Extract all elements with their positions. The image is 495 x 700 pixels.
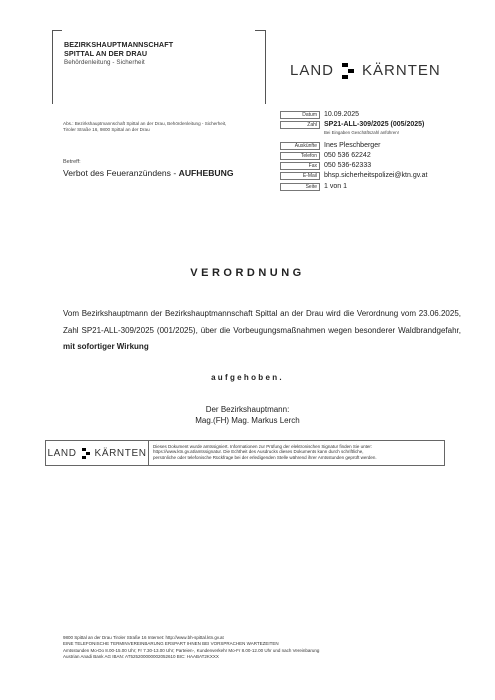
- meta-datum-row: [280, 110, 359, 119]
- meta-auskunft-value: Ines Pleschberger: [324, 142, 381, 149]
- address-window-right-border: [265, 30, 266, 104]
- meta-seite-label: Seite: [280, 183, 320, 191]
- meta-datum-label: Datum: [280, 111, 320, 119]
- logo-mark-icon: [342, 63, 354, 79]
- stamp-line-1: Dieses Dokument wurde amtssigniert. Informationen zur Prüfung der elektronischen Signatur finden Sie unter:: [153, 444, 373, 449]
- meta-fax-label: Fax: [280, 162, 320, 170]
- address-window-top-border-right: [255, 30, 265, 31]
- document-body: [63, 306, 461, 356]
- logo-right-text: KÄRNTEN: [362, 62, 441, 79]
- department: Behördenleitung - Sicherheit: [64, 59, 145, 66]
- subject-text: Verbot des Feueranzündens -: [63, 168, 179, 178]
- stamp-logo-mark-icon: [82, 448, 90, 459]
- meta-telefon-value: 050 536 62242: [324, 152, 371, 159]
- logo-left-text: LAND: [290, 62, 335, 79]
- meta-zahl-label: Zahl: [280, 121, 320, 129]
- aufgehoben-text: aufgehoben.: [211, 373, 284, 382]
- footer-line-3: Amtsstunden Mo-Do 8.00-15.00 Uhr; Fr 7.30-13.00 Uhr; Parteien-, Kundenverkehr Mo-Fr 8.00-12.00 Uhr und nach Vereinbarung: [63, 647, 320, 653]
- stamp-logo-left: LAND: [47, 447, 77, 459]
- sender-line: [63, 121, 273, 133]
- meta-fax-value: 050 536-62333: [324, 162, 372, 169]
- stamp-text: [149, 441, 444, 465]
- meta-seite-row: [280, 182, 347, 191]
- stamp-line-2: https://www.ktn.gv.at/amtssignatur. Die Echtheit des Ausdrucks dieses Dokuments kann durch schriftliche,: [153, 449, 364, 455]
- body-text: Vom Bezirkshauptmann der Bezirkshauptmannschaft Spittal an der Drau wird die Verordnung vom 23.06.2025, Zahl SP21-ALL-309/2025 (001/2025), über die Vorbeugungsmaßnahmen wegen besonderer Waldbrandgefahr,: [63, 309, 461, 335]
- meta-email-value[interactable]: bhsp.sicherheitspolizei@ktn.gv.at: [324, 172, 428, 179]
- signature-name: Mag.(FH) Mag. Markus Lerch: [195, 416, 300, 425]
- authority-line-2: SPITTAL AN DER DRAU: [64, 49, 148, 58]
- meta-zahl-note: Bei Eingaben Geschäftszahl anführen!: [324, 130, 399, 135]
- body-bold-text: mit sofortiger Wirkung: [63, 342, 149, 351]
- footer-line-4: Austrian Anadi Bank AG IBAN: AT525200000002052610 BIC: HAABAT2KXXX: [63, 654, 219, 660]
- authority-block: [64, 40, 173, 67]
- sender-line-1: Abs.: Bezirkshauptmannschaft Spittal an der Drau, Behördenleitung - Sicherheit,: [63, 121, 227, 126]
- meta-email-label: E-Mail: [280, 172, 320, 180]
- footer-line-1: 9800 Spittal an der Drau Tiroler Straße 16 Internet: http://www.bh-spittal.ktn.gv.at: [63, 635, 224, 640]
- authority-line-1: BEZIRKSHAUPTMANNSCHAFT: [64, 40, 174, 49]
- footer-line-2: EINE TELEFONISCHE TERMINVEREINBARUNG ERSPART IHNEN BEI VORSPRACHEN WARTEZEITEN: [63, 641, 279, 647]
- meta-zahl-value: SP21-ALL-309/2025 (005/2025): [324, 121, 425, 128]
- signature-title: Der Bezirkshauptmann:: [205, 405, 290, 414]
- address-window-top-border: [52, 30, 62, 31]
- subject-bold: AUFHEBUNG: [178, 168, 234, 178]
- meta-datum-value: 10.09.2025: [324, 111, 360, 118]
- meta-email-row: [280, 171, 427, 180]
- subject: [63, 168, 234, 178]
- sender-line-2: Tiroler Straße 16, 9800 Spittal an der Drau: [63, 127, 150, 132]
- meta-seite-value: 1 von 1: [324, 183, 347, 190]
- meta-auskunft-row: [280, 141, 380, 150]
- document-title: VERORDNUNG: [190, 267, 305, 279]
- meta-telefon-row: [280, 151, 371, 160]
- meta-auskunft-label: Auskünfte: [280, 142, 320, 150]
- stamp-logo-right: KÄRNTEN: [94, 447, 147, 459]
- meta-zahl-row: [280, 120, 424, 129]
- subject-label: Betreff:: [63, 159, 81, 165]
- meta-fax-row: [280, 161, 371, 170]
- stamp-logo: [46, 441, 149, 465]
- land-kaernten-logo: [290, 62, 441, 79]
- meta-telefon-label: Telefon: [280, 152, 320, 160]
- address-window-left-border: [52, 30, 53, 104]
- footer: [63, 635, 443, 661]
- stamp-line-3: persönliche oder telefonische Rückfrage bei der erledigenden Stelle während ihrer Amtsstunden geprüft werden.: [153, 454, 377, 460]
- signature-stamp: [45, 440, 445, 466]
